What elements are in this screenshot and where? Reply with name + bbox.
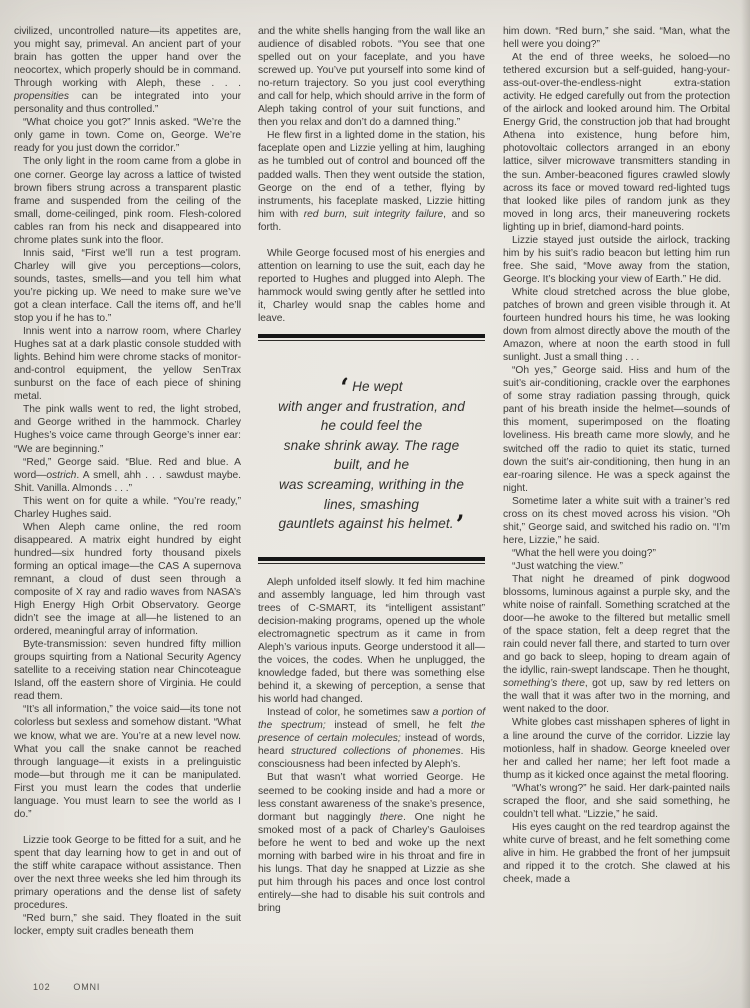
paragraph: Innis went into a narrow room, where Charley Hughes sat at a dark plastic console studded with lights. Behind him were chrome stacks of monitor-and-control equipment, the yellow SenTrax sunburst on the face of each piece of shining metal. — [14, 326, 241, 403]
paragraph: and the white shells hanging from the wall like an audience of disabled robots. “You see that one spelled out on your faceplate, and you have screwed up. You’ve put yourself into some kind of no-return trajectory. So you just cool everything and call for help, which should arrive in the form of Aleph taking control of your suit functions, and then you relax and don’t do a damned thing.” — [258, 26, 485, 129]
pull-quote-line: with anger and frustration, and — [278, 398, 465, 414]
spacer — [258, 564, 485, 576]
paragraph: “What the hell were you doing?” — [512, 547, 656, 559]
pull-quote — [260, 373, 483, 540]
paragraph: “Red,” George said. “Blue. Red and blue. A word—ostrich. A smell, ahh . . . sawdust maybe. Shit. Vanilla. Almonds . . .” — [14, 456, 241, 494]
pull-quote-line: was screaming, writhing in the — [278, 477, 465, 492]
paragraph: At the end of three weeks, he soloed—no tethered excursion but a self-guided, hang-your-ass-out-over-the-endless-night extra-station activity. He edged carefully out from the protection of the airlock and looked around him. The Orbital Energy Grid, the construction job that had brought Athena into existence, hung before him, photovoltaic collectors arranged in an ebony lattice, silver microwave transmitters standing in the sun. Amber-beaconed figures crawled slowly across its face or moved toward red-lighted tugs that looked like piles of random junk as they moved in long arcs, their maneuvering rockets lighting up in brief, diamond-hard points. — [503, 52, 730, 233]
paragraph: Byte-transmission: seven hundred fifty million groups squirting from a National Security Agency satellite to a receiving station near Chincoteague Island, off the eastern shore of Virginia. He could read them. — [14, 639, 241, 703]
pull-quote-line: lines, smashing — [323, 496, 420, 512]
paragraph: But that wasn’t what worried George. He seemed to be cooking inside and had a more or less constant awareness of the snake’s presence, dormant but naggingly there. One night he smoked most of a pack of Charley’s Gauloises before he went to bed and woke up the next morning with barbed wire in his throat and fire in his lungs. That day he snapped at Lizzie as she put him through his paces and once lost control entirely—she had to disable his suit controls and bring — [258, 772, 485, 914]
paragraph: “What choice you got?” Innis asked. “We’re the only game in town. Come on, George. We’re ready for you just down the corridor.” — [14, 117, 241, 155]
horizontal-rule-bottom — [258, 557, 485, 564]
pull-quote-line: he could feel the — [320, 418, 423, 434]
paragraph: White globes cast misshapen spheres of light in a line around the curve of the corridor. Lizzie lay motionless, half in shadow. George kneeled over her and called her name; her left foot made a thump as it kicked once against the metal flooring. — [503, 717, 730, 781]
paragraph: White cloud stretched across the blue globe, patches of brown and green visible through it. At fourteen hundred hours his time, he was looking down from almost directly above the mouth of the Amazon, where at noon the earth stood in full sunlight. Just a small thing . . . — [503, 286, 730, 364]
paragraph: When Aleph came online, the red room disappeared. A matrix eight hundred by eight hundred—six hundred forty thousand pixels forming an optical image—the CAS A supernova remnant, a cloud of dust seen through a composite of X ray and radio waves from NASA’s High Energy High Orbit Observatory. George didn’t see the image at all—he listened to an ordered, meaningful array of information. — [14, 521, 241, 638]
paragraph: Lizzie took George to be fitted for a suit, and he spent that day learning how to get in and out of the stiff white carapace without assistance. Then over the next three weeks she led him through its primary operations and the dense list of safety procedures. — [14, 834, 241, 912]
page-number: 102 — [33, 982, 51, 992]
page-edge-shadow — [741, 0, 750, 1008]
close-quote-icon: ’ — [455, 510, 465, 540]
page-footer — [33, 982, 100, 992]
paragraph: “Just watching the view.” — [512, 560, 623, 572]
paragraph: The pink walls went to red, the light strobed, and George writhed in the hammock. Charley Hughes’s voice came through George’s inner ear: “We are beginning.” — [14, 404, 241, 455]
text-column-2 — [258, 25, 485, 915]
text-column-2-top — [258, 25, 485, 325]
open-quote-icon: ‘ — [340, 373, 350, 403]
paragraph: This went on for quite a while. “You’re ready,” Charley Hughes said. — [14, 495, 241, 520]
pull-quote-line: gauntlets against his helmet.’ — [278, 510, 465, 540]
paragraph: Lizzie stayed just outside the airlock, tracking him by his suit’s radio beacon but letting him run free. She said, “Move away from the station, George. It’s blocking your view of Earth.” He did. — [503, 234, 730, 285]
pull-quote-line: built, and he — [333, 457, 410, 473]
paragraph: “Oh yes,” George said. Hiss and hum of the suit’s air-conditioning, crackle over the earphones of some stray radiation passing through, quick pant of his breath inside the helmet—sounds of this moment, superimposed on the floating loveliness. His breath came more slowly, and he switched off the radio to quiet its static, turned down the suit’s air-conditioning, then hung in an ear-roaring silence. He was a speck against the night. — [503, 365, 730, 494]
paragraph: him down. “Red burn,” she said. “Man, what the hell were you doing?” — [503, 26, 730, 51]
paragraph: civilized, uncontrolled nature—its appetites are, you might say, primeval. An ancient part of your brain has gotten the upper hand over the neocortex, which properly should be in command. Through working with Aleph, these . . . propensities can be integrated into your personality and thus controlled.” — [14, 26, 241, 116]
paragraph: Instead of color, he sometimes saw a portion of the spectrum; instead of smell, he felt the presence of certain molecules; instead of words, heard structured collections of phonemes. His consciousness had been infected by Aleph’s. — [258, 707, 486, 771]
paragraph: While George focused most of his energies and attention on learning to use the suit, each day he reported to Hughes and plugged into Aleph. The hammock would swing gently after he settled into it, Charley would snap the cables home and leave. — [258, 247, 485, 324]
text-column-3 — [503, 25, 730, 886]
horizontal-rule-top — [258, 334, 485, 341]
magazine-name: OMNI — [73, 982, 101, 992]
paragraph: Innis said, “First we’ll run a test program. Charley will give you perceptions—colors, sounds, tastes, smells—and you tell him what you’re picking up. We need to make sure we’ve got a clean interface. Call the items off, and he’ll stop you if he has to.” — [14, 247, 241, 325]
paragraph: He flew first in a lighted dome in the station, his faceplate open and Lizzie yelling at him, laughing as he tumbled out of control and bounced off the padded walls. Then they went outside the station, George on the end of a tether, flying by instruments, his faceplate masked, Lizzie hitting him with red burn, suit integrity failure, and so forth. — [258, 130, 485, 233]
paragraph: “It’s all information,” the voice said—its tone not colorless but sexless and somehow distant. “What we know, what we are. You’re at a new level now. What you call the snake cannot be reached through language—it exists in a prelinguistic mode—but through me it can be manipulated. First you must learn the codes that underlie language. You must learn to see the world as I do.” — [14, 704, 241, 820]
paragraph: “Red burn,” she said. They floated in the suit locker, empty suit cradles beneath them — [14, 913, 241, 938]
paragraph: Sometime later a white suit with a trainer’s red cross on its chest moved across his vision. “Oh shit,” George said, and switched his radio on. “I’m here, Lizzie,” he said. — [503, 495, 730, 546]
text-column-1 — [14, 25, 241, 938]
paragraph: “What’s wrong?” he said. Her dark-painted nails scraped the floor, and she said something, he couldn’t tell what. “Lizzie,” he said. — [503, 782, 730, 820]
paragraph: The only light in the room came from a globe in one corner. George lay across a lattice of twisted brown fibers strung across a transparent plastic frame and suspended from the ceiling of the small, dome-ceilinged, pink room. Flesh-colored cables ran from his neck and disappeared into chrome plates sunk into the floor. — [14, 156, 241, 246]
pull-quote-line: ‘ He wept — [340, 373, 403, 403]
paragraph: Aleph unfolded itself slowly. It fed him machine and assembly language, led him through vast trees of C-SMART, its “intelligent assistant” decision-making programs, opened up the whole electromagnetic spectrum as it came in from Aleph’s various inputs. George understood it all—the voices, the codes. When he unplugged, the knowledge faded, but there was something else behind it, a skewing of perception, a sense that his world had changed. — [258, 576, 485, 706]
paragraph: That night he dreamed of pink dogwood blossoms, luminous against a purple sky, and the white noise of rainfall. Something scratched at the door—he awoke to the filtered but metallic smell of the space station, felt a deep regret that the rain could never fall there, and started to turn over and go back to sleep, hoping to dream again of the idyllic, rain-swept landscape. Then he thought, something’s there, got up, saw by red letters on the wall that it was after two in the morning, and went naked to the door. — [503, 573, 730, 716]
paragraph: His eyes caught on the red teardrop against the white curve of breast, and he felt something come alive in him. He grabbed the front of her jumpsuit and ripped it to the crotch. She clawed at his cheek, made a — [503, 821, 730, 886]
pull-quote-line: snake shrink away. The rage — [283, 437, 460, 453]
text-column-2-bottom — [258, 576, 485, 915]
